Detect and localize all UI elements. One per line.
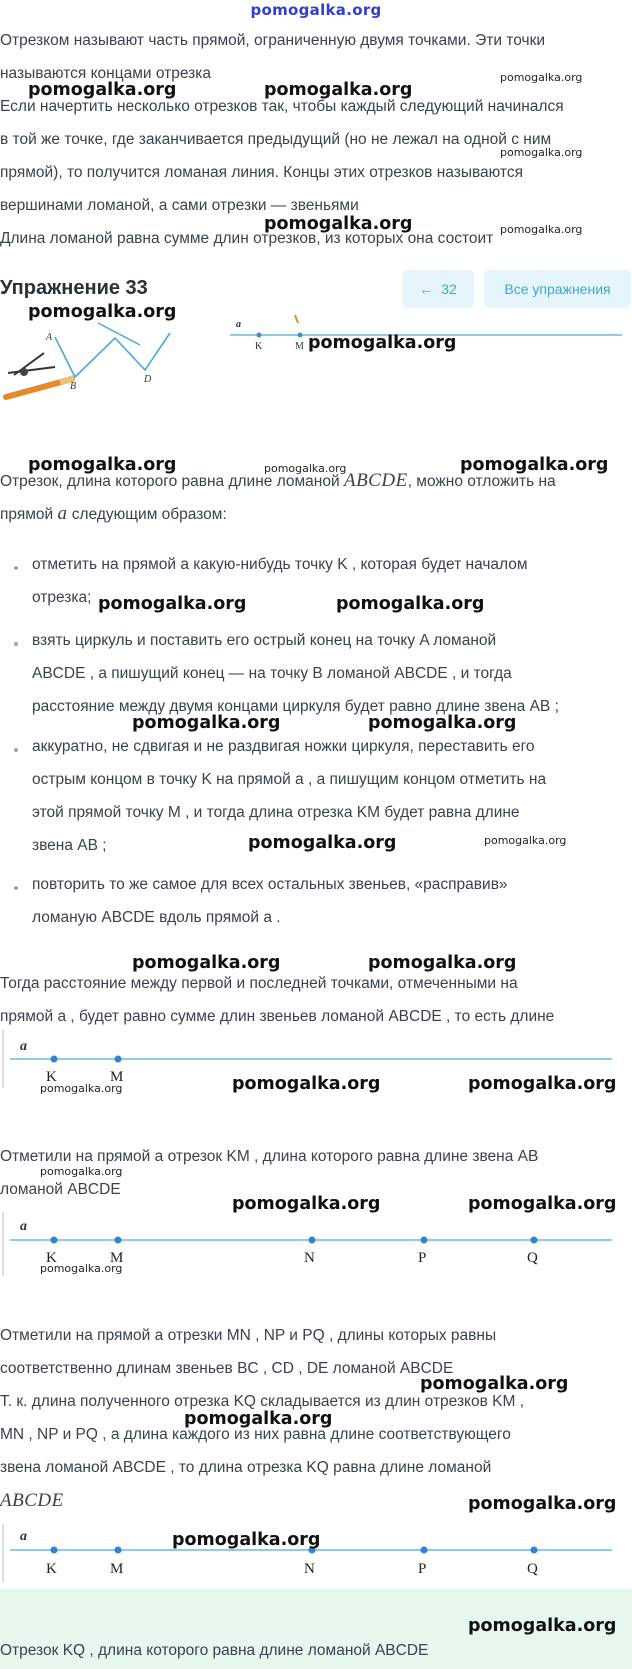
list-item-cont: этой прямой точку M , и тогда длина отрезка KM будет равна длине xyxy=(32,804,520,821)
watermark: pomogalka.org xyxy=(132,953,281,973)
point-label-q: Q xyxy=(527,1561,538,1577)
main-lead-text: прямой xyxy=(0,506,54,523)
intro-line: прямой), то получится ломаная линия. Концы этих отрезков называются xyxy=(0,164,523,181)
point-label-q: Q xyxy=(527,1250,538,1266)
watermark: pomogalka.org xyxy=(184,1409,333,1429)
point-label-k: K xyxy=(255,341,263,352)
main-lead-text: Отрезок, длина которого равна длине ломаной xyxy=(0,473,340,490)
watermark: pomogalka.org xyxy=(172,1530,321,1550)
polyline-figure xyxy=(6,323,170,397)
list-bullet xyxy=(14,748,18,752)
watermark: pomogalka.org xyxy=(28,455,177,475)
intro-line: Отрезком называют часть прямой, ограниченную двумя точками. Эти точки xyxy=(0,32,546,49)
watermark: pomogalka.org xyxy=(98,594,247,614)
main-lead-line2 xyxy=(0,497,632,531)
point-label-m: M xyxy=(110,1250,124,1266)
list-item-cont: звена AB ; xyxy=(32,837,107,854)
math-var: ABCDE xyxy=(343,470,408,491)
watermark: pomogalka.org xyxy=(308,333,457,353)
list-bullet xyxy=(14,886,18,890)
point-label-k: K xyxy=(46,1250,57,1266)
list-item: аккуратно, не сдвигая и не раздвигая ножки циркуля, переставить его xyxy=(32,738,535,755)
watermark: pomogalka.org xyxy=(28,80,177,100)
watermark: pomogalka.org xyxy=(500,146,583,159)
watermark: pomogalka.org xyxy=(264,80,413,100)
line-label-a: a xyxy=(20,1219,27,1234)
watermark: pomogalka.org xyxy=(484,834,567,847)
exercise-title: Упражнение 33 xyxy=(0,277,148,299)
prev-exercise-button[interactable] xyxy=(402,270,474,308)
watermark: pomogalka.org xyxy=(420,1374,569,1394)
prev-exercise-label: 32 xyxy=(441,281,457,297)
mn-line: звена ломаной ABCDE , то длина отрезка KQ равна длине ломаной xyxy=(0,1459,492,1476)
point-label-n: N xyxy=(304,1561,315,1577)
mn-line: Отметили на прямой a отрезки MN , NP и PQ , длины которых равны xyxy=(0,1327,497,1344)
watermark: pomogalka.org xyxy=(40,1262,123,1275)
conclusion-line: Тогда расстояние между первой и последней точками, отмеченными на xyxy=(0,975,518,992)
line-label-a: a xyxy=(20,1039,27,1054)
conclusion-line: прямой a , будет равно сумме длин звеньев ломаной ABCDE , то есть длине xyxy=(0,1008,555,1025)
vertex-label-d: D xyxy=(144,374,152,385)
list-item-cont: острым концом в точку K на прямой a , а пишущим концом отметить на xyxy=(32,771,547,788)
point-label-k: K xyxy=(46,1561,57,1577)
watermark: pomogalka.org xyxy=(500,71,583,84)
mn-line: MN , NP и PQ , а длина каждого из них равна длине соответствующего xyxy=(0,1426,511,1443)
point-label-m: M xyxy=(110,1069,124,1085)
watermark: pomogalka.org xyxy=(40,1165,123,1178)
list-item-cont: расстояние между двумя концами циркуля будет равно длине звена AB ; xyxy=(32,698,559,715)
intro-line: в той же точке, где заканчивается предыдущий (но не лежал на одной с ним xyxy=(0,131,552,148)
watermark: pomogalka.org xyxy=(232,1194,381,1214)
watermark: pomogalka.org xyxy=(40,1082,123,1095)
point-label-m: M xyxy=(110,1561,124,1577)
intro-line: Если начертить несколько отрезков так, чтобы каждый следующий начинался xyxy=(0,98,564,115)
all-exercises-button[interactable]: Все упражнения xyxy=(484,270,631,308)
km-line: ломаной ABCDE xyxy=(0,1181,121,1198)
vertex-label-b: B xyxy=(70,381,77,392)
mn-line: соответственно длинам звеньев BC , CD , DE ломаной ABCDE xyxy=(0,1360,454,1377)
watermark: pomogalka.org xyxy=(248,833,397,853)
arrow-left-icon: ← xyxy=(419,281,434,297)
line-label-a: a xyxy=(236,319,241,330)
list-item: повторить то же самое для всех остальных звеньев, «расправив» xyxy=(32,876,508,893)
site-watermark-top: pomogalka.org xyxy=(250,1,382,19)
watermark: pomogalka.org xyxy=(500,223,583,236)
watermark: pomogalka.org xyxy=(264,462,347,475)
point-label-k: K xyxy=(46,1069,57,1085)
watermark: pomogalka.org xyxy=(368,713,517,733)
watermark: pomogalka.org xyxy=(468,1616,617,1636)
watermark: pomogalka.org xyxy=(28,302,177,322)
intro-line: называются концами отрезка xyxy=(0,65,211,82)
list-item-cont: ABCDE , а пишущий конец — на точку B ломаной ABCDE , и тогда xyxy=(32,665,512,682)
vertex-label-a: A xyxy=(46,332,53,343)
watermark: pomogalka.org xyxy=(468,1494,617,1514)
answer-text: Отрезок KQ , длина которого равна длине ломаной ABCDE xyxy=(0,1642,429,1659)
top-figure xyxy=(0,315,632,405)
intro-line: вершинами ломаной, а сами отрезки — звеньями xyxy=(0,197,359,214)
watermark: pomogalka.org xyxy=(468,1194,617,1214)
point-label-p: P xyxy=(418,1250,427,1266)
main-lead-text: следующим образом: xyxy=(71,506,227,523)
math-var: a xyxy=(57,503,68,524)
watermark: pomogalka.org xyxy=(336,594,485,614)
list-item-cont: ломаную ABCDE вдоль прямой a . xyxy=(32,909,281,926)
point-label-n: N xyxy=(304,1250,315,1266)
intro-line: Длина ломаной равна сумме длин отрезков, из которых она состоит xyxy=(0,230,494,247)
list-item: взять циркуль и поставить его острый конец на точку A ломаной xyxy=(32,632,497,649)
list-bullet xyxy=(14,566,18,570)
km-line: Отметили на прямой a отрезок KM , длина которого равна длине звена AB xyxy=(0,1148,539,1165)
watermark: pomogalka.org xyxy=(468,1074,617,1094)
watermark: pomogalka.org xyxy=(460,455,609,475)
watermark: pomogalka.org xyxy=(264,214,413,234)
list-item: отметить на прямой a какую-нибудь точку K , которая будет началом xyxy=(32,556,528,573)
point-label-m: M xyxy=(295,341,304,352)
mn-line: Т. к. длина полученного отрезка KQ складывается из длин отрезков KM , xyxy=(0,1393,525,1410)
watermark: pomogalka.org xyxy=(132,713,281,733)
math-var: ABCDE xyxy=(0,1490,64,1511)
list-item-cont: отрезка; xyxy=(32,589,92,606)
watermark: pomogalka.org xyxy=(232,1074,381,1094)
line-label-a: a xyxy=(20,1529,27,1544)
main-lead-text: , можно отложить на xyxy=(407,473,556,490)
list-bullet xyxy=(14,642,18,646)
point-label-p: P xyxy=(418,1561,427,1577)
watermark: pomogalka.org xyxy=(368,953,517,973)
